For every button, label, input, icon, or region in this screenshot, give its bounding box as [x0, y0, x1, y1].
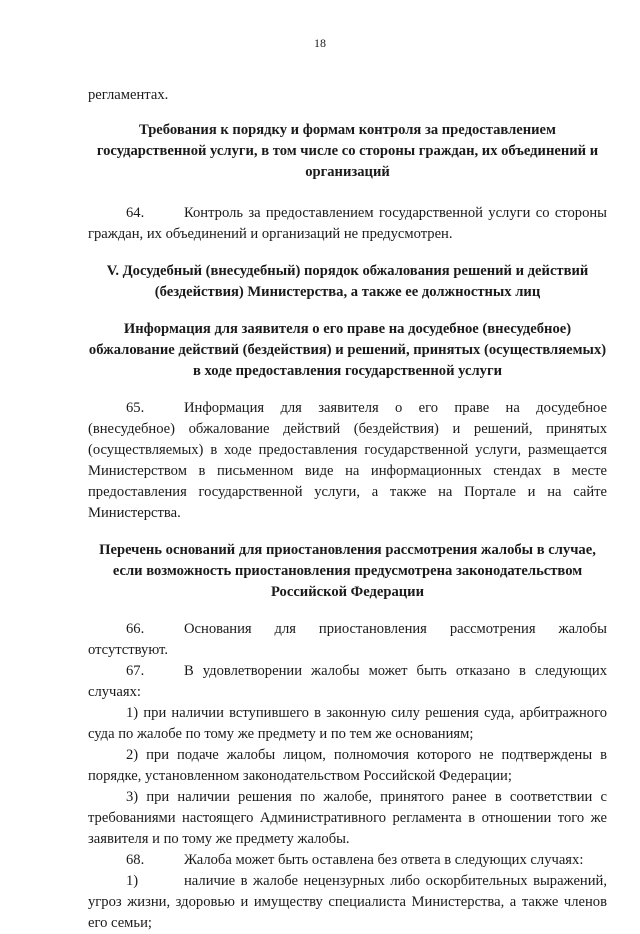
- paragraph-68: [88, 850, 607, 871]
- paragraph-66: [88, 619, 607, 661]
- heading-control: Требования к порядку и формам контроля за предоставлением государственной услуги, в том числе со стороны граждан, их объединений и организаций: [96, 122, 599, 180]
- paragraph-number: 64.: [126, 205, 145, 221]
- paragraph-text: Основания для приостановления рассмотрения жалобы отсутствуют.: [88, 621, 607, 658]
- paragraph-number: 65.: [126, 400, 145, 416]
- paragraph-65: [88, 398, 607, 524]
- list-item-number: 1): [126, 873, 139, 889]
- heading-info: Информация для заявителя о его праве на досудебное (внесудебное) обжалование действий (бездействия) и решений, принятых (осуществляемых) в ходе предоставления государственной услуги: [88, 321, 607, 379]
- heading-suspension: Перечень оснований для приостановления рассмотрения жалобы в случае, если возможность приостановления предусмотрена законодательством Российской Федерации: [99, 542, 596, 600]
- list-item: 1) при наличии вступившего в законную силу решения суда, арбитражного суда по жалобе по тому же предмету и по тем же основаниям;: [88, 705, 607, 742]
- list-item: [88, 871, 607, 934]
- list-item-text: наличие в жалобе нецензурных либо оскорбительных выражений, угроз жизни, здоровью и имуществу специалиста Министерства, а также членов его семьи;: [88, 873, 607, 931]
- paragraph-number: 68.: [126, 852, 145, 868]
- paragraph-64: [88, 203, 607, 245]
- carryover-text: регламентах.: [88, 87, 169, 103]
- paragraph-number: 66.: [126, 621, 145, 637]
- paragraph-text: Жалоба может быть оставлена без ответа в следующих случаях:: [184, 852, 584, 868]
- list-item: 2) при подаче жалобы лицом, полномочия которого не подтверждены в порядке, установленном законодательством Российской Федерации;: [88, 747, 607, 784]
- paragraph-number: 67.: [126, 663, 145, 679]
- document-body: [88, 85, 607, 934]
- paragraph-text: В удовлетворении жалобы может быть отказано в следующих случаях:: [88, 663, 607, 700]
- list-item: 3) при наличии решения по жалобе, принятого ранее в соответствии с требованиями настоящего Административного регламента в отношении того же заявителя и по тому же предмету жалобы.: [88, 789, 607, 847]
- page-number: 18: [314, 36, 326, 50]
- paragraph-text: Информация для заявителя о его праве на досудебное (внесудебное) обжалование действий (бездействия) и решений, принятых (осуществляемых) в ходе предоставления государственной услуги, размещается Министерством в письменном виде на информационных стендах в месте предоставления государственной услуги, а также на Портале и на сайте Министерства.: [88, 400, 607, 521]
- paragraph-text: Контроль за предоставлением государственной услуги со стороны граждан, их объединений и организаций не предусмотрен.: [88, 205, 607, 242]
- paragraph-67: [88, 661, 607, 703]
- heading-section-5: V. Досудебный (внесудебный) порядок обжалования решений и действий (бездействия) Министерства, а также ее должностных лиц: [106, 263, 589, 300]
